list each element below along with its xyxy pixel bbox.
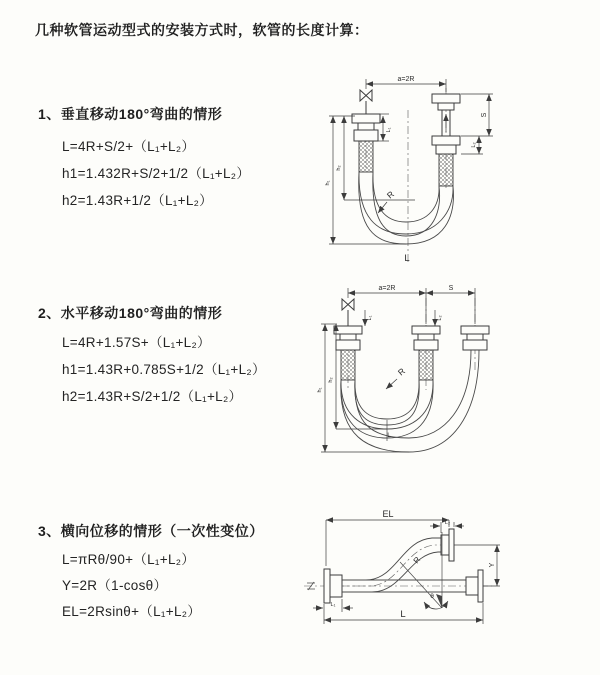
d2-h2-label: h₂: [328, 377, 334, 383]
d1-s-label: S: [481, 112, 488, 118]
d1-valve-icon: [360, 90, 372, 114]
section-2-formula-h2: h2=1.43R+S/2+1/2（L₁+L₂）: [62, 389, 243, 404]
d2-dim-s: [426, 285, 475, 324]
d2-left-pipe-fittings: [334, 326, 362, 380]
d3-theta-label: θ: [430, 593, 434, 600]
d3-top-flange: [441, 529, 454, 561]
d3-y-label: Y: [489, 562, 496, 568]
d3-right-flange: [466, 570, 483, 602]
d2-s-label: S: [448, 285, 454, 292]
d1-braided-hose-left: [359, 141, 373, 172]
d2-dim-l2: [435, 310, 443, 326]
d2-valve-icon: [342, 299, 354, 326]
d1-h2-label: h₂: [336, 165, 342, 171]
d2-h1-label: h₁: [317, 387, 323, 393]
d1-left-pipe-fittings: [352, 114, 380, 172]
section-2-formula-L: L=4R+1.57S+（L₁+L₂）: [62, 335, 211, 350]
diagram-lateral-displacement: [296, 500, 600, 655]
page-title: 几种软管运动型式的安装方式时，软管的长度计算：: [35, 22, 369, 38]
d2-l1-label: L₁: [367, 315, 373, 321]
d3-dim-l1: [313, 599, 353, 612]
d2-middle-pipe-fittings: [412, 326, 440, 380]
d3-radius-label: R: [411, 555, 423, 566]
d1-l1-label: L₁: [386, 127, 392, 133]
d3-curved-hose: [342, 538, 441, 592]
diagram-vertical-180-bend: [303, 68, 600, 273]
d3-left-flange: [324, 569, 342, 603]
d1-radius-label: R: [384, 188, 396, 201]
d1-h1-label: h₁: [325, 180, 331, 186]
d2-radius-label: R: [395, 365, 407, 378]
d1-dim-l2: [461, 136, 483, 154]
d2-right-pipe-fittings: [461, 326, 489, 350]
section-1-formula-h1: h1=1.432R+S/2+1/2（L₁+L₂）: [62, 166, 251, 181]
d2-dim-l1: [365, 310, 373, 326]
d3-l1-label: L₁: [330, 602, 336, 608]
d1-right-pipe-fittings: [432, 94, 460, 186]
d1-dim-h2: [336, 116, 415, 200]
diagram-horizontal-180-bend: [303, 278, 600, 458]
section-3-formula-Y: Y=2R（1-cosθ）: [62, 578, 168, 593]
d2-hose-arcs-outer-u: [341, 350, 479, 452]
d3-angle-wedge: [436, 594, 442, 608]
d2-braided-hose-left: [341, 350, 355, 380]
section-3-formula-L: L=πRθ/90+（L₁+L₂）: [62, 552, 196, 567]
d3-el-label: EL: [382, 509, 394, 519]
d1-length-label: L: [404, 253, 410, 264]
d2-radius-callout: [386, 366, 407, 389]
section-2-heading: 2、水平移动180°弯曲的情形: [38, 305, 223, 321]
d2-length-label: L: [387, 432, 391, 439]
section-3-heading: 3、横向位移的情形（一次性变位）: [38, 523, 264, 539]
d1-l2-label: L₂: [471, 142, 477, 148]
d3-length-label: L: [400, 609, 406, 620]
d2-dim-a2r: [348, 285, 426, 324]
d1-dim-s: [461, 94, 493, 136]
section-1-formula-h2: h2=1.43R+1/2（L₁+L₂）: [62, 193, 213, 208]
d1-a2r-label: a=2R: [397, 76, 415, 83]
d2-a2r-label: a=2R: [378, 285, 396, 292]
d3-dim-el: [326, 509, 449, 566]
section-1-formula-L: L=4R+S/2+（L₁+L₂）: [62, 139, 196, 154]
d3-l2-label: L₂: [444, 520, 451, 526]
section-3-formula-EL: EL=2Rsinθ+（L₁+L₂）: [62, 604, 202, 619]
section-2-formula-h1: h1=1.43R+0.785S+1/2（L₁+L₂）: [62, 362, 266, 377]
d1-dim-a2r: [366, 76, 446, 92]
d1-braided-hose-right: [439, 154, 453, 186]
d2-l2-label: L₂: [437, 315, 443, 321]
d1-radius-callout: [378, 189, 396, 213]
d3-dim-l: [324, 603, 483, 624]
d3-dim-l2: [430, 520, 464, 533]
d2-braided-hose-middle: [419, 350, 433, 380]
section-1-heading: 1、垂直移动180°弯曲的情形: [38, 106, 223, 122]
